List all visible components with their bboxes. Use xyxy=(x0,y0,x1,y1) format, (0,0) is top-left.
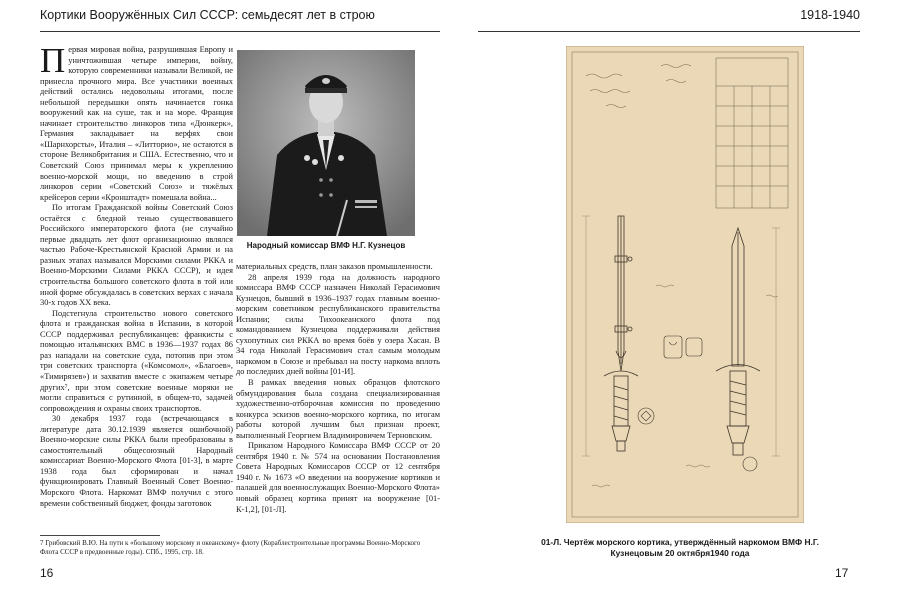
text-column-1 xyxy=(40,45,233,513)
paragraph: Подстегнула строительство нового советского флота и гражданская война в Испании, в которой СССР поддерживал республиканцев: франкисты с помощью итальянских ВМС в 1936—1937 годах 86 раз нападали на советские суда, потопив при этом три советских транспорта («Комсомол», «Благоев», «Тимирязев») и захватив вместе с экипажем четыре других⁷, при этом советские военные моряки не могли справиться с рутинной, в общем-то, задачей сопровождения и охраны своих транспортов. xyxy=(40,308,233,413)
paragraph: материальных средств, план заказов промышленности. xyxy=(236,262,433,271)
running-header-right: 1918-1940 xyxy=(800,8,860,22)
paragraph: ервая мировая война, разрушившая Европу и уничтожившая четыре империи, войну, которую современники называли Великой, не принесла прочного мира. Все участники военных действий остались недовольны итогами, после небольшой передышки опять начинается гонка вооружений как на суше, так и на море. Франция начинает строительство линкоров типа «Дюнкерк», Германия закладывает на верфях свои «Шарнхорсты», Италия – «Литторио», не остаются в стороне Великобритания и США. Естественно, что и Советский Союз принимал меры к укреплению военно-морской мощи, но введению в строй линкоров серии «Советский Союз» и тяжёлых крейсеров серии «Кронштадт» помешала война... xyxy=(40,45,233,202)
header-rule-left xyxy=(40,31,440,32)
paragraph: Приказом Народного Комиссара ВМФ СССР от 20 сентября 1940 г. № 574 на основании Постановления Совета Народных Комиссаров СССР от 12 сентября 1940 г. № 1673 «О введении на вооружение кортиков и палашей для военнослужащих Военно-Морского Флота» новый образец кортика принят на вооружение [01-К-1,2], [01-Л]. xyxy=(236,441,440,514)
dirk-blueprint-drawing xyxy=(566,46,804,523)
text-column-2 xyxy=(233,262,440,530)
photo-caption: Народный комиссар ВМФ Н.Г. Кузнецов xyxy=(246,241,406,250)
header-rule-right xyxy=(478,31,860,32)
footnote-rule xyxy=(40,535,160,536)
footnote: 7 Грибовский В.Ю. На пути к «большому морскому и океанскому» флоту (Кораблестроительные программы Военно-Морского Флота СССР в предвоенные годы). СПб., 1995, стр. 18. xyxy=(40,539,421,556)
paragraph: В рамках введения новых образцов флотского обмундирования была создана специализированная художественно-отборочная комиссия по проведению конкурса эскизов военно-морского кортика, по итогам работы которой лучшим был признан проект, выполненный Георгием Владимировичем Терновским. xyxy=(236,378,440,440)
page-number-left: 16 xyxy=(40,566,54,580)
page-number-right: 17 xyxy=(835,566,849,580)
paragraph: 28 апреля 1939 года на должность народного комиссара ВМФ СССР назначен Николай Герасимович Кузнецов, бывший в 1936–1937 годах главным военно-морским советником республиканского правительства Испании; силы Тихоокеанского флота под командованием Кузнецова поддерживали действия сухопутных сил РККА во время боёв у озера Хасан. В 34 года Николай Герасимович стал самым молодым наркомом в Союзе и пребывал на посту наркома вплоть до последних дней войны [01-И]. xyxy=(236,272,440,377)
figure-caption: 01-Л. Чертёж морского кортика, утверждённый наркомом ВМФ Н.Г. Кузнецовым 20 октября1940 года xyxy=(541,537,819,558)
paragraph: 30 декабря 1937 года (встречающаяся в литературе дата 30.12.1939 является ошибочной) Военно-морские силы РККА были преобразованы в самостоятельный общесоюзный Народный комиссариат Военно-Морского Флота [01-3], в марте 1938 года был сформирован и начал функционировать Главный Военный Совет Военно-Морского Флота. Наркомат ВМФ получил с этого времени собственный бюджет, фонды заготовок xyxy=(40,414,233,508)
dropcap: П xyxy=(40,45,66,80)
portrait-photo xyxy=(237,50,415,236)
running-header-left: Кортики Вооружённых Сил СССР: семьдесят лет в строю xyxy=(40,8,375,22)
paragraph: По итогам Гражданской войны Советский Союз остаётся с бледной тенью существовавшего Российского императорского флота (не случайно первые двадцать лет флот организационно являлся частью Рабоче-Крестьянской Красной Армии и на разных этапах назывался Морскими силами РККА и Военно-Морскими Силами РККА СССР), и идея строительства большого советского флота в той или иной форме обсуждалась в советских верхах с начала 30-х годов XX века. xyxy=(40,203,233,308)
